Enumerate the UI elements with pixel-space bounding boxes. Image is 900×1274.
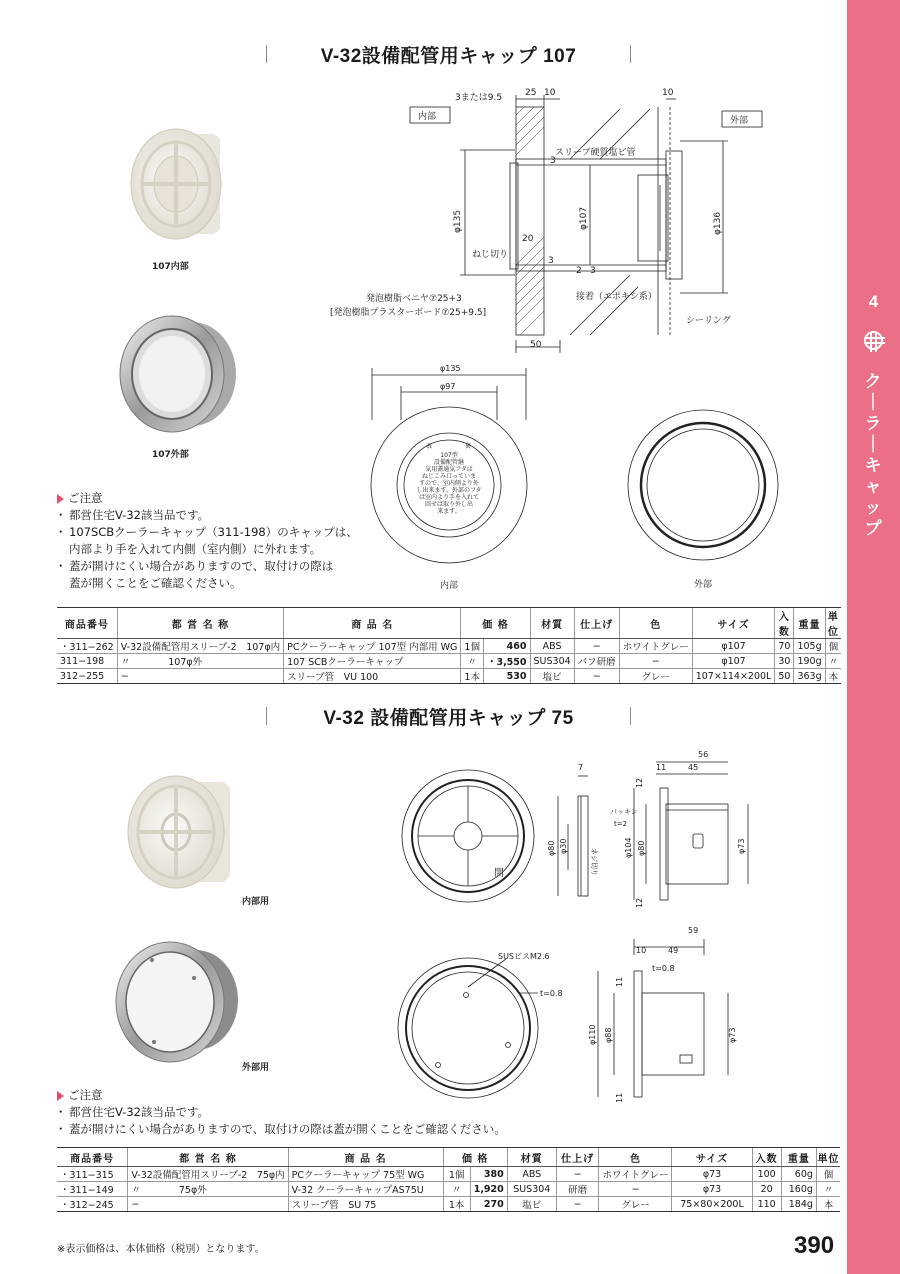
col-header: サイズ [692,608,775,639]
cell-unit-label: 〃 [443,1182,470,1197]
dim-label: 12 [635,777,644,788]
table-row [57,1197,840,1212]
dim-label: φ73 [728,1027,737,1043]
grid-circle-icon [864,331,883,350]
cell-material: SUS304 [507,1182,556,1197]
dim-label: φ135 [453,209,463,233]
col-header: 都 営 名 称 [128,1148,288,1167]
col-header: 重量 [781,1148,816,1167]
cell-finish: − [574,669,619,684]
photo-caption: 内部用 [242,897,270,907]
cell-finish: バフ研磨 [574,654,619,669]
note-item: ・ 都営住宅V-32該当品です。 [57,507,358,524]
cell-material: 塩ビ [507,1197,556,1212]
dim-label: 10 [636,946,647,955]
dim-label: 11 [656,763,667,772]
triangle-bullet-icon [57,1091,64,1101]
cell-qty: 50 [775,669,794,684]
dim-label: φ80 [637,840,646,856]
note-item: ・ 都営住宅V-32該当品です。 [57,1104,506,1121]
front-view-107-outer [615,405,795,590]
cell-unit: 〃 [825,654,841,669]
cell-weight: 160g [781,1182,816,1197]
dim-label: φ80 [547,840,556,856]
col-header: サイズ [672,1148,752,1167]
cell-finish: − [556,1167,599,1182]
cell-unit-label: 1個 [461,639,484,654]
col-header: 入数 [752,1148,781,1167]
cell-code: ・311−315 [57,1167,128,1182]
cell-weight: 60g [781,1167,816,1182]
photo-107-inner [118,112,228,252]
cell-tokyo-name: − [117,669,283,684]
note-screw: SUSビスM2.6 [498,952,550,961]
drawing-75-outer [398,925,758,1110]
drawing-75-inner [398,748,758,918]
cell-qty: 70 [775,639,794,654]
cell-price: 460 [483,639,530,654]
cell-code: ・311−149 [57,1182,128,1197]
dim-label: 10 [544,88,556,98]
cell-unit: 本 [816,1197,840,1212]
cell-material: 塩ビ [530,669,574,684]
cell-product: PCクーラーキャップ 75型 WG [288,1167,443,1182]
cell-unit-label: 1本 [461,669,484,684]
col-header: 色 [599,1148,672,1167]
cell-color: − [619,654,692,669]
dim-label: 20 [522,234,534,244]
dim-label: φ30 [559,838,568,854]
dim-label: t=0.8 [652,964,675,973]
face-text: 回せば取り外し出 [424,501,474,508]
footnote: ※表示価格は、本体価格（税別）となります。 [57,1244,265,1255]
cell-product: PCクーラーキャップ 107型 内部用 WG [284,639,461,654]
dim-label: 59 [688,926,699,935]
cell-code: ・312−245 [57,1197,128,1212]
dim-label: 45 [688,763,699,772]
cell-product: スリーブ管 SU 75 [288,1197,443,1212]
cell-unit-label: 1個 [443,1167,470,1182]
note-thread: ねじ切り [472,250,509,260]
cell-tokyo-name: V-32設備配管用スリーブ-2 107φ内 [117,639,283,654]
cell-qty: 20 [752,1182,781,1197]
face-text: ねじこみ口っていま [421,473,477,480]
col-header: 単位 [816,1148,840,1167]
face-text: 107型 [440,452,458,459]
note-board: [発泡樹脂プラスターボード⑦25+9.5] [330,308,487,318]
cell-code: ・311−262 [57,639,117,654]
section-drawing-107 [320,85,749,355]
cell-price: 1,920 [470,1182,507,1197]
note-thickness: t=2 [614,820,628,828]
spec-table-75 [57,1147,840,1212]
note-item: ・ 蓋が開けにくい場合がありますので、取付けの際は [57,558,358,575]
open-label: 開 [494,868,504,879]
cell-finish: − [556,1197,599,1212]
col-header: 価 格 [461,608,530,639]
cell-product: スリーブ管 VU 100 [284,669,461,684]
photo-caption: 外部用 [242,1063,270,1073]
note-sealing: シーリング [686,316,731,326]
note-thread: ネジ切り [590,848,598,876]
cell-weight: 190g [794,654,825,669]
cell-color: グレー [599,1197,672,1212]
face-text: 気用蓋通気フタは [425,466,473,473]
view-caption: 内部 [440,581,459,591]
notes-75 [57,1087,506,1138]
dim-label: φ136 [713,211,723,235]
table-row [57,1182,840,1197]
note-sleeve: スリーブ硬質塩ビ管 [555,148,636,158]
cell-tokyo-name: − [128,1197,288,1212]
dim-label: 3 [548,256,554,266]
notes-heading: ご注意 [68,491,103,505]
notes-heading: ご注意 [68,1088,103,1102]
cell-color: グレー [619,669,692,684]
photo-75-outer [108,938,240,1068]
cell-product: 107 SCBクーラーキャップ [284,654,461,669]
cell-price: ・3,550 [483,654,530,669]
cell-size: 107×114×200L [692,669,775,684]
cell-size: φ107 [692,654,775,669]
cell-tokyo-name: V-32設備配管用スリーブ-2 75φ内 [128,1167,288,1182]
col-header: 材質 [507,1148,556,1167]
chapter-title: ク ｜ ラ ｜ キ ャ ッ プ [864,372,882,539]
note-packing: パッキン [610,808,638,816]
note-adhesive: 接着（エポキシ系） [576,292,657,302]
dim-label: 49 [668,946,679,955]
section1-title: V-32設備配管用キャップ 107 [266,42,631,66]
face-text: 設備配管継 [433,459,465,466]
dim-label: 11 [615,976,624,987]
dim-label: 2 [576,266,582,276]
cell-color: ホワイトグレー [619,639,692,654]
face-text: すので、室内側より外 [419,480,479,487]
dim-label: 11 [615,1092,624,1103]
dim-label: 10 [662,88,674,98]
col-header: 商品番号 [57,608,117,639]
dim-label: 50 [530,340,542,350]
cell-color: ホワイトグレー [599,1167,672,1182]
col-header: 単位 [825,608,841,639]
cell-size: φ73 [672,1167,752,1182]
dim-label: 56 [698,750,709,759]
col-header: 商 品 名 [284,608,461,639]
col-header: 商品番号 [57,1148,128,1167]
cell-code: 311−198 [57,654,117,669]
cell-size: 75×80×200L [672,1197,752,1212]
col-header: 重量 [794,608,825,639]
chapter-tab [847,0,900,1274]
photo-caption: 107外部 [152,450,189,460]
col-header: 色 [619,608,692,639]
cell-unit-label: 1本 [443,1197,470,1212]
cell-qty: 110 [752,1197,781,1212]
face-text: 来ます。 [437,508,461,515]
col-header: 商 品 名 [288,1148,443,1167]
label-inner: 内部 [418,112,437,122]
dim-label: 3 [550,156,556,166]
photo-107-outer [112,312,242,438]
dim-label: 3 [590,266,596,276]
dim-label: φ73 [737,838,746,854]
cell-unit: 個 [816,1167,840,1182]
chapter-number: 4 [868,292,879,311]
section2-title: V-32 設備配管用キャップ 75 [266,704,631,728]
cell-color: − [599,1182,672,1197]
cell-price: 380 [470,1167,507,1182]
cell-qty: 30 [775,654,794,669]
triangle-bullet-icon [57,494,64,504]
col-header: 材質 [530,608,574,639]
dim-label: 3または9.5 [455,93,503,103]
note-continuation: 蓋が開くことをご確認ください。 [69,576,242,590]
cell-finish: 研磨 [556,1182,599,1197]
col-header: 仕上げ [574,608,619,639]
col-header: 価 格 [443,1148,507,1167]
notes-107 [57,490,358,592]
dim-label: 25 [525,88,537,98]
note-item: ・ 107SCBクーラーキャップ（311-198）のキャップは、 [57,524,358,541]
view-caption: 外部 [694,580,713,590]
cell-tokyo-name: 〃 107φ外 [117,654,283,669]
cell-size: φ107 [692,639,775,654]
dim-label: φ97 [440,382,456,391]
table-row [57,1167,840,1182]
col-header: 仕上げ [556,1148,599,1167]
face-text: は室内より手を入れて [418,494,480,501]
dim-label: 7 [578,763,584,772]
dim-label: φ104 [624,837,633,858]
cell-unit: 〃 [816,1182,840,1197]
cell-weight: 105g [794,639,825,654]
face-text: 表 [425,443,433,450]
spec-table-107 [57,607,841,684]
dim-label: φ110 [588,1024,597,1045]
face-text: 裏 [464,443,472,450]
table-row [57,669,841,684]
note-item: ・ 蓋が開けにくい場合がありますので、取付けの際は蓋が開くことをご確認ください。 [57,1121,506,1138]
dim-label: φ107 [579,206,589,230]
photo-75-inner [118,770,238,896]
cell-weight: 363g [794,669,825,684]
photo-caption: 107内部 [152,262,189,272]
cell-unit: 個 [825,639,841,654]
cell-product: V-32 クーラーキャップAS75U [288,1182,443,1197]
table-row [57,639,841,654]
cell-unit-label: 〃 [461,654,484,669]
note-continuation: 内部より手を入れて内側（室内側）に外れます。 [69,542,322,556]
note-veneer: 発泡樹脂ベニヤ⑦25+3 [366,294,462,304]
dim-label: φ135 [440,364,461,373]
cell-material: ABS [507,1167,556,1182]
cell-size: φ73 [672,1182,752,1197]
cell-code: 312−255 [57,669,117,684]
face-text: し出来ます。外部のフタ [416,487,482,494]
cell-finish: − [574,639,619,654]
front-view-107-inner [360,360,540,590]
col-header: 都 営 名 称 [117,608,283,639]
cell-price: 530 [483,669,530,684]
col-header: 入数 [775,608,794,639]
cell-unit: 本 [825,669,841,684]
cell-qty: 100 [752,1167,781,1182]
label-outer: 外部 [730,116,749,126]
dim-label: φ88 [604,1027,613,1043]
cell-price: 270 [470,1197,507,1212]
cell-tokyo-name: 〃 75φ外 [128,1182,288,1197]
cell-material: ABS [530,639,574,654]
dim-label: 12 [635,897,644,908]
cell-weight: 184g [781,1197,816,1212]
dim-label: t=0.8 [540,989,563,998]
page-number: 390 [794,1232,835,1259]
table-row [57,654,841,669]
cell-material: SUS304 [530,654,574,669]
